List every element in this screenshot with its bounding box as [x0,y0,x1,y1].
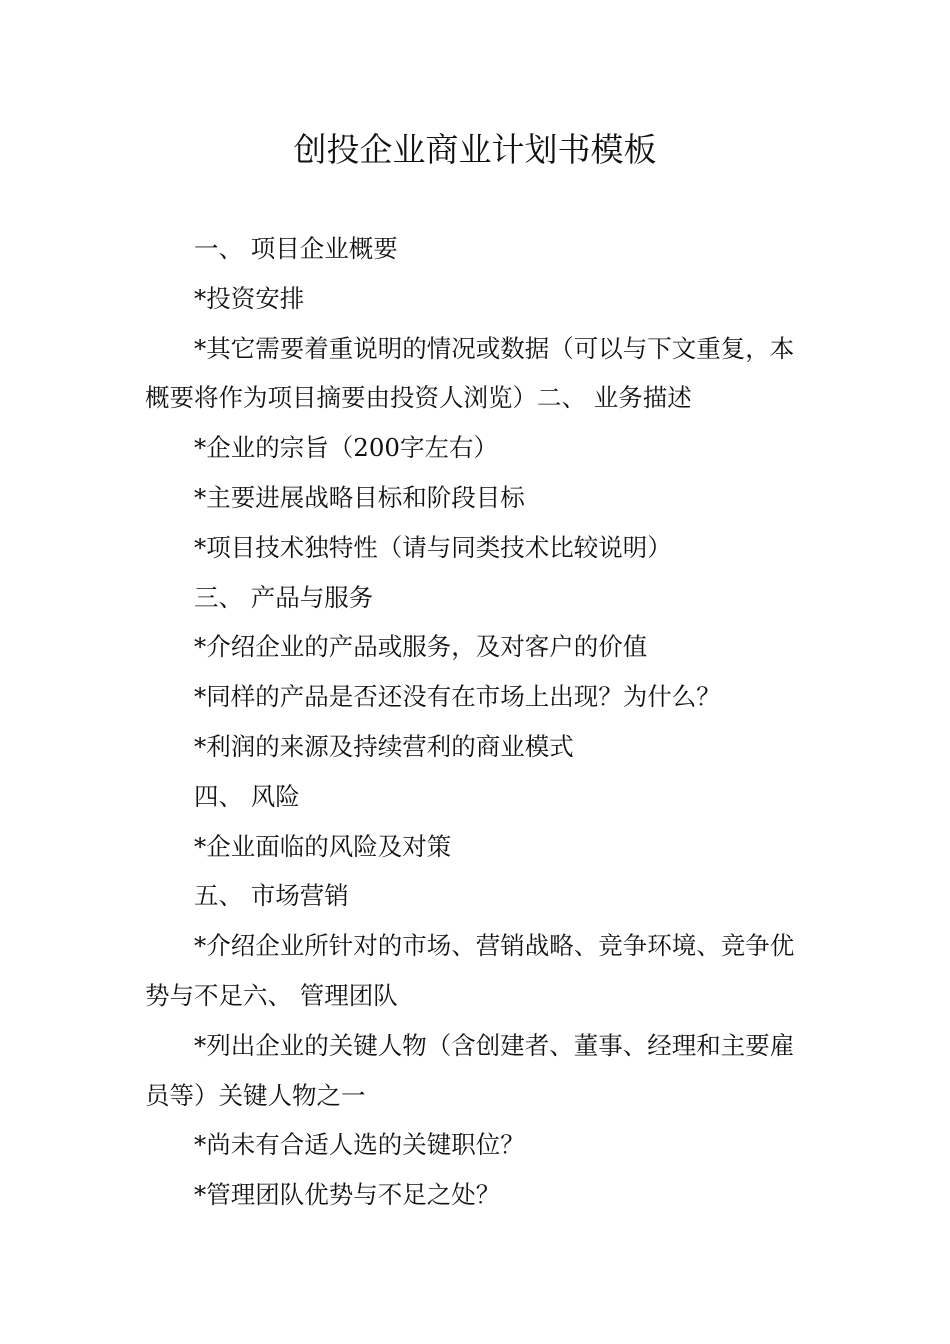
section-heading: 一、 项目企业概要 [194,234,398,263]
bullet-item: *企业的宗旨（200字左右） [194,433,499,463]
bullet-item: *其它需要着重说明的情况或数据（可以与下文重复，本概要将作为项目摘要由投资人浏览）二、 业务描述 [145,333,795,413]
bullet-item: *利润的来源及持续营利的商业模式 [194,731,574,761]
bullet-item: *介绍企业的产品或服务，及对客户的价值 [194,632,648,662]
section-heading: 三、 产品与服务 [194,582,374,612]
bullet-item: *列出企业的关键人物（含创建者、董事、经理和主要雇员等）关键人物之一 [145,1030,795,1110]
bullet-item: *尚未有合适人选的关键职位？ [194,1130,525,1160]
section-heading: 五、 市场营销 [194,881,349,911]
bullet-item: *企业面临的风险及对策 [194,831,452,861]
bullet-item: *主要进展战略目标和阶段目标 [194,482,525,512]
bullet-item: *介绍企业所针对的市场、营销战略、竞争环境、竞争优势与不足六、 管理团队 [145,931,795,1010]
document-title: 创投企业商业计划书模板 [293,130,657,169]
document-body [145,224,807,1220]
bullet-item: *同样的产品是否还没有在市场上出现？为什么？ [194,682,721,712]
bullet-item: *项目技术独特性（请与同类技术比较说明） [194,532,672,562]
bullet-item: *管理团队优势与不足之处？ [194,1180,501,1210]
bullet-item: *投资安排 [194,283,305,313]
section-heading: 四、 风险 [194,781,300,811]
